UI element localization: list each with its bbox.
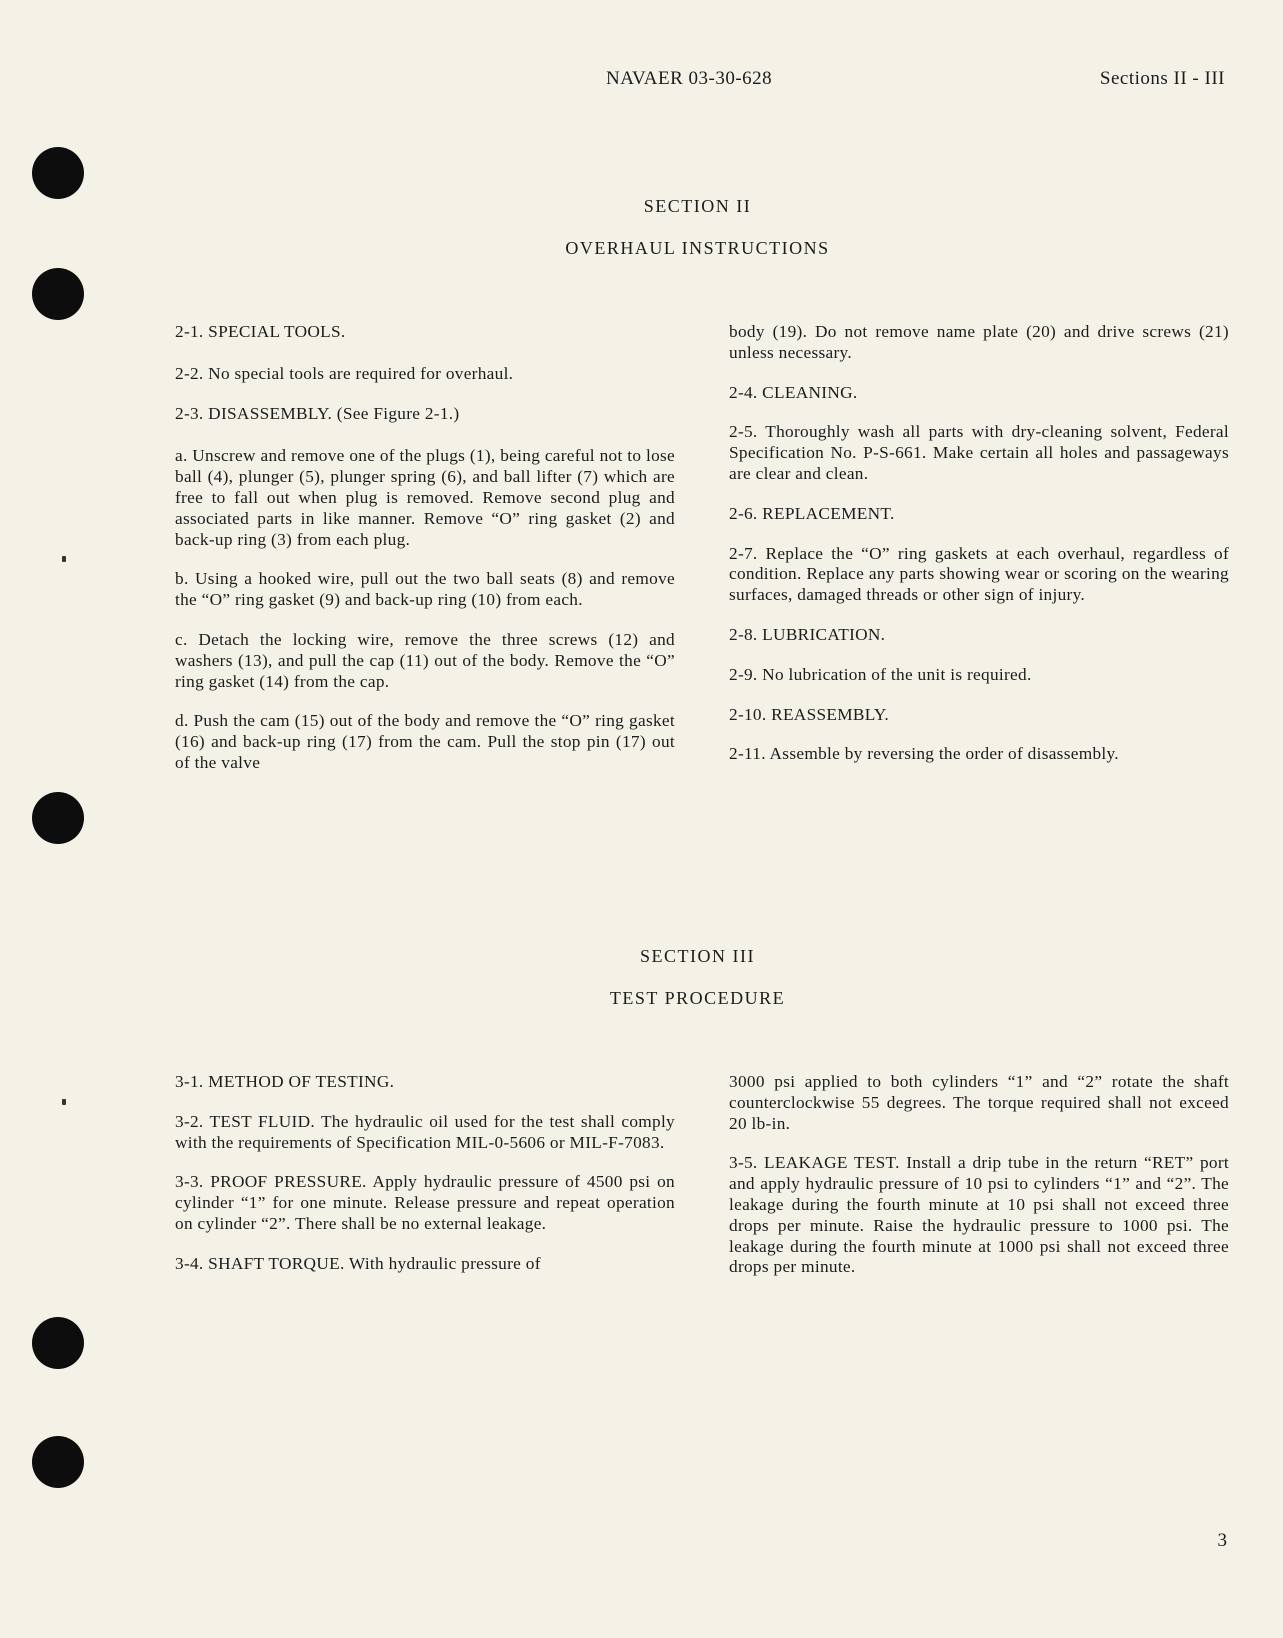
binder-hole-1 <box>32 147 84 199</box>
scan-speck <box>62 556 66 562</box>
paragraph-2-3d: d. Push the cam (15) out of the body and remove the “O” ring gasket (16) and back-up ring (17) from the cam. Pull the stop pin (17) out of the valve <box>175 711 675 772</box>
section-3-left-column <box>175 1072 675 1275</box>
section-2-left-column <box>175 322 675 774</box>
binder-hole-3 <box>32 792 84 844</box>
paragraph-2-5: 2-5. Thoroughly wash all parts with dry-cleaning solvent, Federal Specification No. P-S-661. Make certain all holes and passageways are clear and clean. <box>729 422 1229 483</box>
binder-hole-2 <box>32 268 84 320</box>
paragraph-2-4: 2-4. CLEANING. <box>729 382 858 402</box>
paragraph-3-4: 3-4. SHAFT TORQUE. With hydraulic pressure of <box>175 1253 541 1273</box>
paragraph-2-9: 2-9. No lubrication of the unit is required. <box>729 664 1032 684</box>
paragraph-2-3: 2-3. DISASSEMBLY. (See Figure 2-1.) <box>175 403 460 423</box>
paragraph-2-3b: b. Using a hooked wire, pull out the two ball seats (8) and remove the “O” ring gasket (9) and back-up ring (10) from each. <box>175 569 675 610</box>
paragraph-2-8: 2-8. LUBRICATION. <box>729 624 886 644</box>
section-2-heading: SECTION II <box>643 196 752 216</box>
doc-number: NAVAER 03-30-628 <box>606 68 773 89</box>
binder-hole-5 <box>32 1436 84 1488</box>
scan-speck <box>62 1099 66 1105</box>
paragraph-2-3a: a. Unscrew and remove one of the plugs (1), being careful not to lose ball (4), plunger (5), plunger spring (6), and ball lifter (7) which are free to fall out when plug is removed. Remove second plug and associated parts in like manner. Remove “O” ring gasket (2) and back-up ring (3) from each plug. <box>175 446 675 549</box>
paragraph-2-10: 2-10. REASSEMBLY. <box>729 704 890 724</box>
paragraph-2-11: 2-11. Assemble by reversing the order of disassembly. <box>729 744 1119 764</box>
paragraph-3-5: 3-5. LEAKAGE TEST. Install a drip tube in the return “RET” port and apply hydraulic pressure of 10 psi to cylinders “1” and “2”. The leakage during the fourth minute at 10 psi shall not exceed three drops per minute. Raise the hydraulic pressure to 1000 psi. The leakage during the fourth minute at 1000 psi shall not exceed three drops per minute. <box>729 1153 1229 1277</box>
section-2-title: OVERHAUL INSTRUCTIONS <box>565 238 830 258</box>
sections-label: Sections II - III <box>1099 68 1225 89</box>
paragraph-3-2: 3-2. TEST FLUID. The hydraulic oil used for the test shall comply with the requirements of Specification MIL-0-5606 or MIL-F-7083. <box>175 1111 675 1152</box>
paragraph-2-7: 2-7. Replace the “O” ring gaskets at each overhaul, regardless of condition. Replace any parts showing wear or scoring on the wearing surfaces, damaged threads or other sign of injury. <box>729 543 1229 605</box>
paragraph-3-3: 3-3. PROOF PRESSURE. Apply hydraulic pressure of 4500 psi on cylinder “1” for one minute. Release pressure and repeat operation on cylinder “2”. There shall be no external leakage. <box>175 1172 675 1233</box>
paragraph-2-2: 2-2. No special tools are required for overhaul. <box>175 363 514 383</box>
paragraph-3-4-cont: 3000 psi applied to both cylinders “1” and “2” rotate the shaft counterclockwise 55 degrees. The torque required shall not exceed 20 lb-in. <box>729 1072 1229 1133</box>
section-3-title: TEST PROCEDURE <box>609 988 786 1008</box>
page-number: 3 <box>1217 1530 1227 1551</box>
section-3-right-column <box>729 1072 1229 1278</box>
paragraph-2-3c: c. Detach the locking wire, remove the three screws (12) and washers (13), and pull the cap (11) out of the body. Remove the “O” ring gasket (14) from the cap. <box>175 629 675 691</box>
paragraph-2-3d-cont: body (19). Do not remove name plate (20) and drive screws (21) unless necessary. <box>729 322 1229 362</box>
section-2-right-column <box>729 322 1229 765</box>
section-3-heading: SECTION III <box>640 946 755 966</box>
paragraph-2-1: 2-1. SPECIAL TOOLS. <box>175 322 346 341</box>
paragraph-3-1: 3-1. METHOD OF TESTING. <box>175 1072 395 1091</box>
binder-hole-4 <box>32 1317 84 1369</box>
paragraph-2-6: 2-6. REPLACEMENT. <box>729 503 895 523</box>
